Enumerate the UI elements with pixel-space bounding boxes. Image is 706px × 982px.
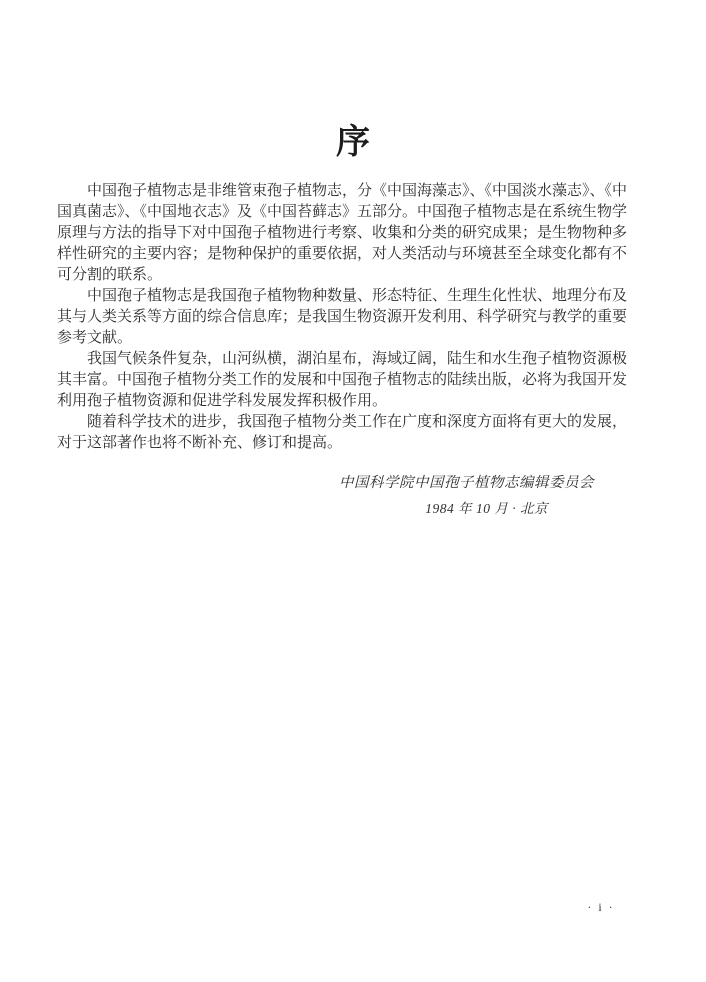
signature-block	[339, 470, 594, 522]
preface-paragraph-1: 中国孢子植物志是非维管束孢子植物志，分《中国海藻志》、《中国淡水藻志》、《中国真菌志》、《中国地衣志》及《中国苔藓志》五部分。中国孢子植物志是在系统生物学原理与方法的指导下对中国孢子植物进行考察、收集和分类的研究成果；是生物物种多样性研究的主要内容；是物种保护的重要依据，对人类活动与环境甚至全球变化都有不可分割的联系。	[57, 183, 628, 283]
page-title: 序	[336, 124, 370, 161]
preface-paragraph-2: 中国孢子植物志是我国孢子植物物种数量、形态特征、生理生化性状、地理分布及其与人类关系等方面的综合信息库；是我国生物资源开发利用、科学研究与教学的重要参考文献。	[57, 288, 628, 346]
signature-committee: 中国科学院中国孢子植物志编辑委员会	[339, 475, 594, 491]
preface-paragraph-3: 我国气候条件复杂，山河纵横，湖泊星布，海域辽阔，陆生和水生孢子植物资源极其丰富。中国孢子植物分类工作的发展和中国孢子植物志的陆续出版，必将为我国开发利用孢子植物资源和促进学科发展发挥积极作用。	[57, 351, 628, 409]
signature-date-place: 1984 年 10 月 · 北京	[425, 501, 548, 516]
preface-body	[57, 181, 627, 454]
page-number: · i ·	[587, 900, 615, 914]
preface-paragraph-4: 随着科学技术的进步，我国孢子植物分类工作在广度和深度方面将有更大的发展，对于这部著作也将不断补充、修订和提高。	[57, 414, 628, 451]
